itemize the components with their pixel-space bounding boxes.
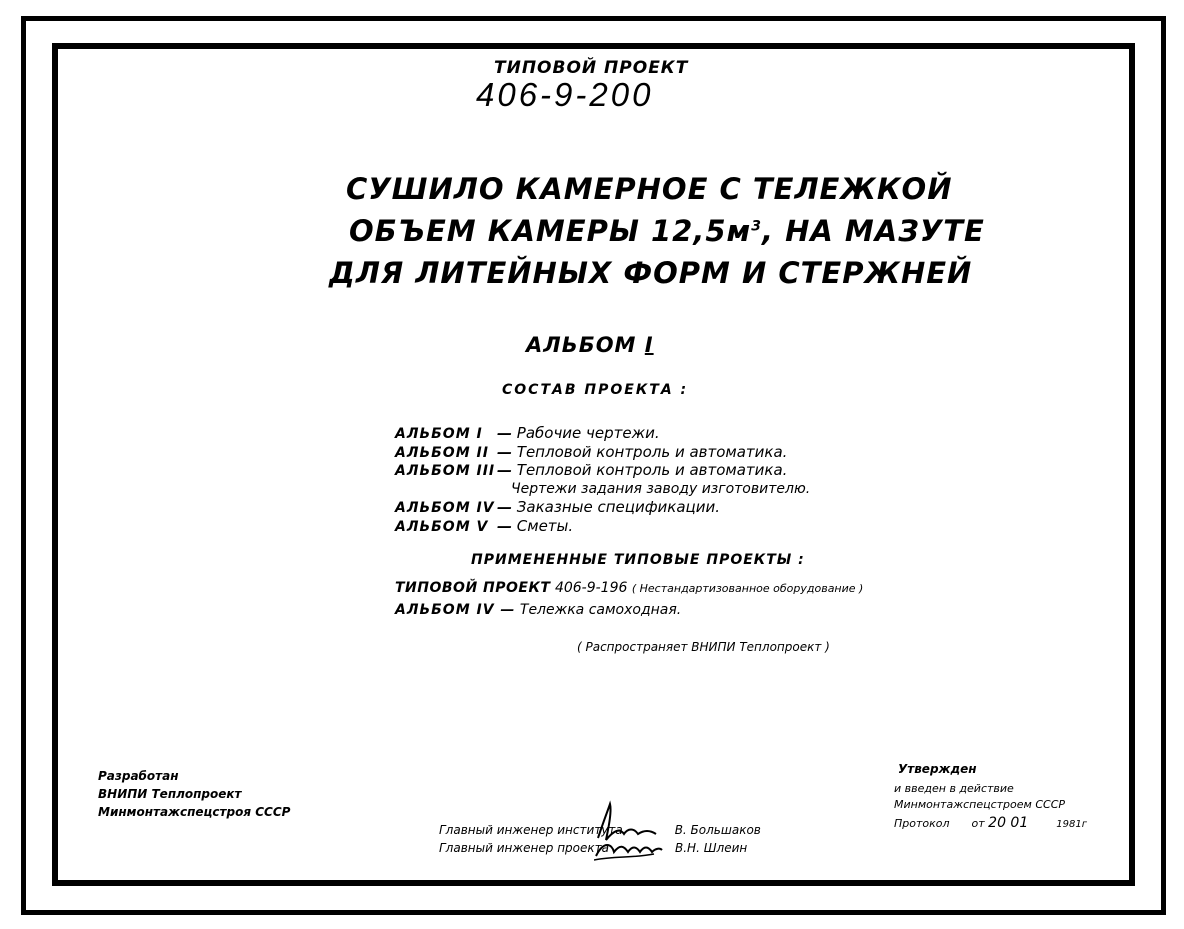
composition-item: [395, 424, 660, 442]
developer-line: ВНИПИ Теплопроект: [98, 787, 242, 801]
composition-item-text: Рабочие чертежи.: [516, 424, 660, 442]
composition-item-text: Сметы.: [516, 517, 574, 535]
composition-item-dash: —: [497, 461, 512, 479]
composition-item-dash: —: [497, 517, 512, 535]
composition-item-label: АЛЬБОМ V: [395, 519, 489, 535]
title-line-2: [349, 214, 985, 248]
protocol-year: 1981г: [1056, 819, 1087, 830]
signature-role: Главный инженер института: [439, 823, 623, 837]
composition-item-text: Заказные спецификации.: [516, 498, 721, 516]
composition-item-label: АЛЬБОМ IV: [395, 500, 495, 516]
signature-name: В. Большаков: [674, 823, 761, 837]
composition-item-text: Тепловой контроль и автоматика.: [516, 461, 788, 479]
approval-protocol: [894, 815, 1087, 831]
composition-item: [395, 498, 720, 516]
album-heading: [526, 333, 654, 357]
composition-item: [395, 461, 787, 479]
composition-item-dash: —: [497, 498, 512, 516]
cubic-superscript: 3: [751, 218, 762, 235]
from-label: от: [971, 817, 985, 830]
composition-heading: СОСТАВ ПРОЕКТА :: [502, 382, 689, 398]
composition-item-dash: —: [497, 443, 512, 461]
applied-album-line: [395, 602, 681, 618]
approval-line: и введен в действие: [894, 782, 1014, 795]
applied-project-number: 406-9-196: [554, 580, 628, 596]
title-line-3: ДЛЯ ЛИТЕЙНЫХ ФОРМ И СТЕРЖНЕЙ: [329, 256, 973, 290]
standard-number: 406-9-200: [476, 76, 654, 113]
developer-line: Минмонтажспецстроя СССР: [98, 805, 291, 819]
composition-item: [395, 443, 787, 461]
applied-projects-heading: ПРИМЕНЕННЫЕ ТИПОВЫЕ ПРОЕКТЫ :: [471, 552, 805, 568]
album-label: АЛЬБОМ: [526, 333, 637, 357]
composition-item-label: АЛЬБОМ III: [395, 463, 496, 479]
signature-name: В.Н. Шлеин: [675, 841, 748, 855]
title-line-1: СУШИЛО КАМЕРНОЕ С ТЕЛЕЖКОЙ: [346, 172, 953, 206]
composition-item-dash: —: [497, 424, 512, 442]
applied-album-label: АЛЬБОМ IV —: [395, 602, 516, 618]
developer-line: Разработан: [98, 769, 179, 783]
composition-item-continuation: Чертежи задания заводу изготовителю.: [511, 481, 811, 497]
applied-project-line: [395, 580, 863, 596]
title-line-2-text: ОБЪЕМ КАМЕРЫ 12,5м: [349, 214, 752, 248]
composition-item-label: АЛЬБОМ II: [395, 445, 489, 461]
distribution-note: ( Распространяет ВНИПИ Теплопроект ): [577, 640, 830, 654]
applied-album-text: Тележка самоходная.: [519, 602, 682, 618]
album-number: I: [644, 333, 654, 357]
composition-item: [395, 517, 573, 535]
standard-label: ТИПОВОЙ ПРОЕКТ: [494, 58, 689, 78]
protocol-date: 20 01: [988, 815, 1029, 831]
title-line-2-suffix: , НА МАЗУТЕ: [762, 214, 985, 248]
composition-item-text: Тепловой контроль и автоматика.: [516, 443, 788, 461]
applied-project-label: ТИПОВОЙ ПРОЕКТ: [395, 580, 551, 596]
applied-project-note: ( Нестандартизованное оборудование ): [631, 582, 864, 595]
approval-line: Утвержден: [898, 762, 977, 776]
handwritten-signature: [594, 800, 664, 864]
signature-role: Главный инженер проекта: [439, 841, 609, 855]
protocol-label: Протокол: [894, 817, 950, 830]
composition-item-label: АЛЬБОМ I: [395, 426, 483, 442]
approval-line: Минмонтажспецстроем СССР: [894, 798, 1066, 811]
